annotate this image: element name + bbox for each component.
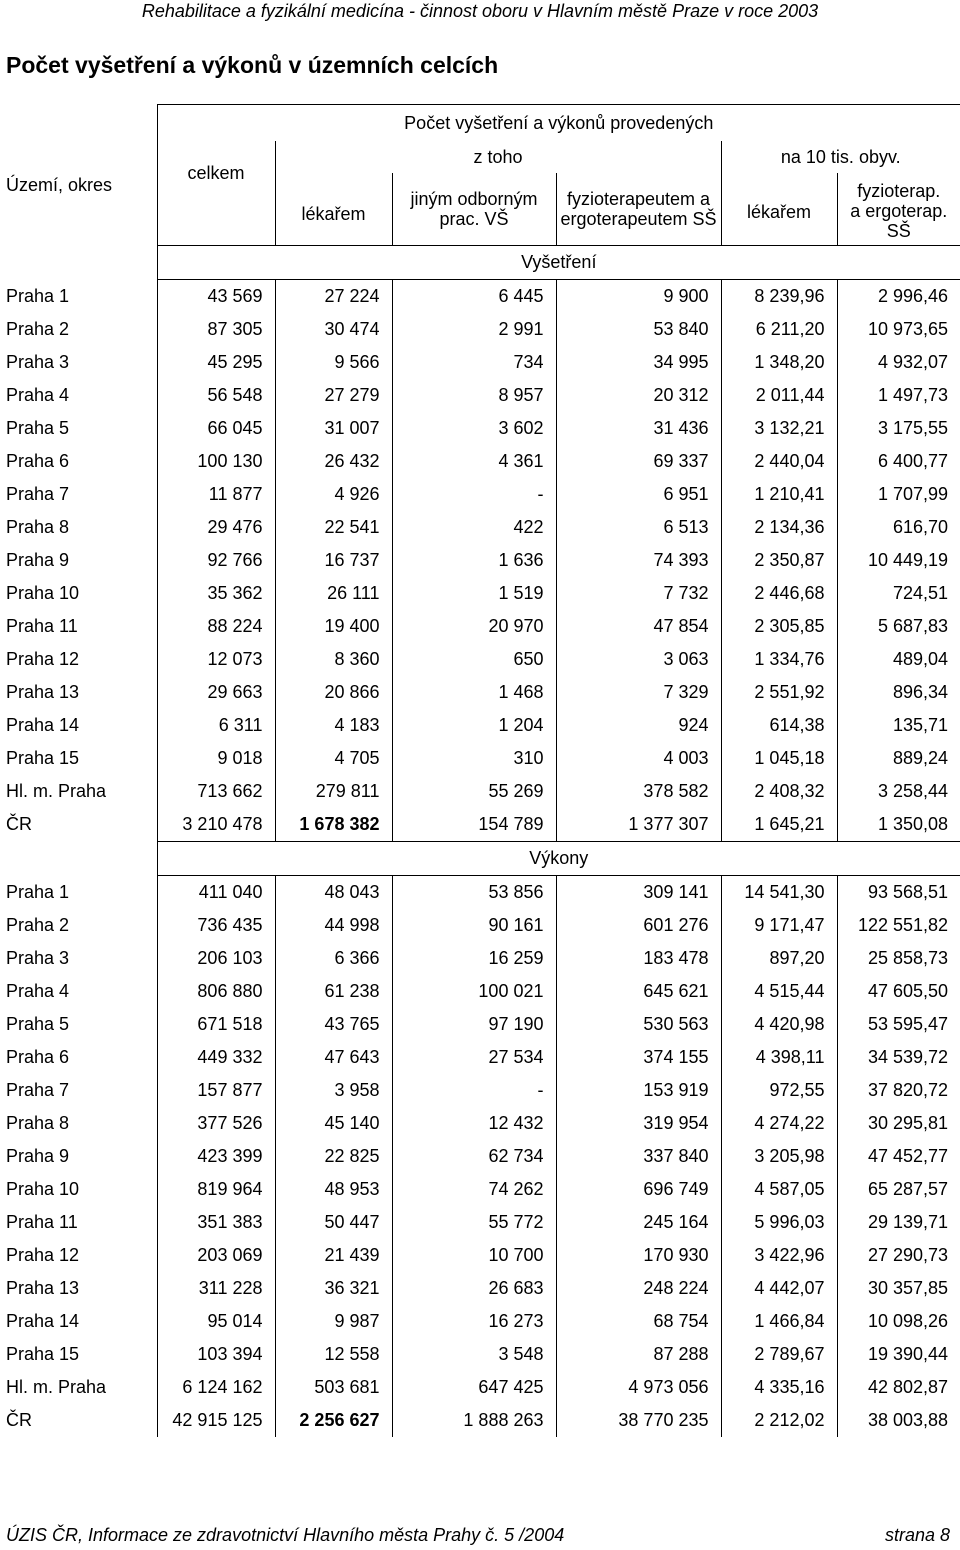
table-cell: 3 548 bbox=[392, 1338, 556, 1371]
running-header: Rehabilitace a fyzikální medicína - činnost oboru v Hlavním městě Praze v roce 2003 bbox=[141, 1, 819, 21]
table-cell: 2 350,87 bbox=[721, 544, 837, 577]
table-cell: 3 063 bbox=[556, 643, 721, 676]
table-cell: 74 393 bbox=[556, 544, 721, 577]
table-cell: 2 305,85 bbox=[721, 610, 837, 643]
table-cell: 734 bbox=[392, 346, 556, 379]
table-row bbox=[0, 610, 960, 643]
col-header-lekarem-per10k: lékařem bbox=[721, 173, 837, 245]
table-cell: 92 766 bbox=[157, 544, 275, 577]
table-cell: 19 390,44 bbox=[837, 1338, 960, 1371]
table-cell: 45 140 bbox=[275, 1107, 392, 1140]
table-cell: 6 124 162 bbox=[157, 1371, 275, 1404]
table-cell: 19 400 bbox=[275, 610, 392, 643]
table-cell: 26 432 bbox=[275, 445, 392, 478]
row-label: Praha 9 bbox=[6, 1146, 70, 1166]
table-cell: 45 295 bbox=[157, 346, 275, 379]
footer-page-number: strana 8 bbox=[884, 1525, 950, 1545]
table-row bbox=[0, 742, 960, 775]
table-cell: 12 432 bbox=[392, 1107, 556, 1140]
table-cell: 16 259 bbox=[392, 942, 556, 975]
table-cell: 12 073 bbox=[157, 643, 275, 676]
table-cell: 53 856 bbox=[392, 875, 556, 909]
table-cell: 319 954 bbox=[556, 1107, 721, 1140]
row-label: Praha 14 bbox=[6, 1311, 80, 1331]
table-cell: 3 602 bbox=[392, 412, 556, 445]
table-cell: 3 958 bbox=[275, 1074, 392, 1107]
table-cell: 4 335,16 bbox=[721, 1371, 837, 1404]
table-cell: 645 621 bbox=[556, 975, 721, 1008]
col-header-total: celkem bbox=[157, 141, 275, 245]
table-cell: 1 204 bbox=[392, 709, 556, 742]
row-label: Praha 5 bbox=[6, 1014, 70, 1034]
table-cell: 74 262 bbox=[392, 1173, 556, 1206]
table-cell: 47 854 bbox=[556, 610, 721, 643]
group-header-top: Počet vyšetření a výkonů provedených bbox=[157, 105, 960, 141]
table-cell: 29 139,71 bbox=[837, 1206, 960, 1239]
table-cell: 203 069 bbox=[157, 1239, 275, 1272]
table-cell: 3 210 478 bbox=[157, 808, 275, 842]
table-cell: 100 130 bbox=[157, 445, 275, 478]
table-cell: 245 164 bbox=[556, 1206, 721, 1239]
row-label: Praha 7 bbox=[6, 1080, 70, 1100]
table-cell: 6 366 bbox=[275, 942, 392, 975]
table-cell: 713 662 bbox=[157, 775, 275, 808]
table-cell: 736 435 bbox=[157, 909, 275, 942]
table-cell: 35 362 bbox=[157, 577, 275, 610]
table-cell: 3 132,21 bbox=[721, 412, 837, 445]
table-cell: 4 587,05 bbox=[721, 1173, 837, 1206]
table-cell: 55 772 bbox=[392, 1206, 556, 1239]
table-cell: 8 360 bbox=[275, 643, 392, 676]
table-cell: 10 973,65 bbox=[837, 313, 960, 346]
table-cell: 69 337 bbox=[556, 445, 721, 478]
row-label: Hl. m. Praha bbox=[6, 781, 107, 801]
table-cell: 10 098,26 bbox=[837, 1305, 960, 1338]
table-cell: 34 539,72 bbox=[837, 1041, 960, 1074]
table-cell: 66 045 bbox=[157, 412, 275, 445]
table-cell: 62 734 bbox=[392, 1140, 556, 1173]
table-cell: 503 681 bbox=[275, 1371, 392, 1404]
table-cell: 16 737 bbox=[275, 544, 392, 577]
table-cell: 61 238 bbox=[275, 975, 392, 1008]
table-cell: 614,38 bbox=[721, 709, 837, 742]
table-row bbox=[0, 1305, 960, 1338]
table-row bbox=[0, 1206, 960, 1239]
table-cell: 4 973 056 bbox=[556, 1371, 721, 1404]
table-cell: 4 420,98 bbox=[721, 1008, 837, 1041]
table-cell: 103 394 bbox=[157, 1338, 275, 1371]
table-cell: 3 258,44 bbox=[837, 775, 960, 808]
table-cell: 1 468 bbox=[392, 676, 556, 709]
table-cell: 20 312 bbox=[556, 379, 721, 412]
footer-source: ÚZIS ČR, Informace ze zdravotnictví Hlavního města Prahy č. 5 /2004 bbox=[6, 1525, 565, 1545]
table-cell: 2 256 627 bbox=[275, 1404, 392, 1437]
table-cell: 206 103 bbox=[157, 942, 275, 975]
table-cell: 29 663 bbox=[157, 676, 275, 709]
table-cell: 43 569 bbox=[157, 279, 275, 313]
table-cell: 30 295,81 bbox=[837, 1107, 960, 1140]
col-header-fyzio-line1: fyzioterapeutem a bbox=[566, 188, 711, 209]
table-row bbox=[0, 643, 960, 676]
col-header-jinym-line2: prac. VŠ bbox=[439, 208, 509, 229]
table-cell: 449 332 bbox=[157, 1041, 275, 1074]
table-cell: 337 840 bbox=[556, 1140, 721, 1173]
page-title: Počet vyšetření a výkonů v územních celcích bbox=[6, 52, 499, 78]
table-cell: 27 224 bbox=[275, 279, 392, 313]
table-row bbox=[0, 1404, 960, 1437]
table-row bbox=[0, 544, 960, 577]
col-header-lekarem: lékařem bbox=[275, 173, 392, 245]
table-cell: 4 361 bbox=[392, 445, 556, 478]
row-label: Praha 4 bbox=[6, 385, 70, 405]
table-cell: 170 930 bbox=[556, 1239, 721, 1272]
table-cell: 889,24 bbox=[837, 742, 960, 775]
table-cell: 87 305 bbox=[157, 313, 275, 346]
table-cell: - bbox=[392, 1074, 556, 1107]
table-cell: 897,20 bbox=[721, 942, 837, 975]
table-cell: 16 273 bbox=[392, 1305, 556, 1338]
row-label: ČR bbox=[6, 814, 32, 835]
table-row bbox=[0, 1173, 960, 1206]
row-label: Praha 12 bbox=[6, 1245, 80, 1265]
table-cell: 43 765 bbox=[275, 1008, 392, 1041]
table-cell: 6 211,20 bbox=[721, 313, 837, 346]
table-cell: 311 228 bbox=[157, 1272, 275, 1305]
table-cell: 2 440,04 bbox=[721, 445, 837, 478]
group-header-ztoho: z toho bbox=[275, 141, 721, 173]
table-row bbox=[0, 1008, 960, 1041]
table-cell: 10 700 bbox=[392, 1239, 556, 1272]
row-label: Praha 4 bbox=[6, 981, 70, 1001]
row-label: Praha 13 bbox=[6, 1278, 80, 1298]
table-cell: 2 991 bbox=[392, 313, 556, 346]
row-label: Praha 6 bbox=[6, 1047, 70, 1067]
table-cell: 7 329 bbox=[556, 676, 721, 709]
row-label: Praha 11 bbox=[6, 616, 78, 636]
table-cell: 44 998 bbox=[275, 909, 392, 942]
table-cell: 31 007 bbox=[275, 412, 392, 445]
col-header-jinym bbox=[392, 173, 556, 245]
row-label: Praha 14 bbox=[6, 715, 80, 735]
row-label: ČR bbox=[6, 1410, 32, 1430]
row-label: Praha 9 bbox=[6, 550, 70, 570]
row-label: Praha 10 bbox=[6, 1179, 80, 1199]
table-cell: 5 996,03 bbox=[721, 1206, 837, 1239]
table-cell: 11 877 bbox=[157, 478, 275, 511]
table-cell: 351 383 bbox=[157, 1206, 275, 1239]
row-label: Hl. m. Praha bbox=[6, 1377, 107, 1397]
table-cell: 377 526 bbox=[157, 1107, 275, 1140]
col-header-fyzio-per10k-line3: SŠ bbox=[886, 220, 911, 241]
table-cell: 30 357,85 bbox=[837, 1272, 960, 1305]
table-cell: 153 919 bbox=[556, 1074, 721, 1107]
table-cell: 1 210,41 bbox=[721, 478, 837, 511]
table-row bbox=[0, 1074, 960, 1107]
rows-vysetreni bbox=[0, 279, 960, 841]
table-row bbox=[0, 975, 960, 1008]
table-cell: 4 442,07 bbox=[721, 1272, 837, 1305]
table-row bbox=[0, 1107, 960, 1140]
table-cell: 50 447 bbox=[275, 1206, 392, 1239]
table-cell: 378 582 bbox=[556, 775, 721, 808]
table-cell: 1 045,18 bbox=[721, 742, 837, 775]
table-cell: 8 957 bbox=[392, 379, 556, 412]
table-cell: 53 840 bbox=[556, 313, 721, 346]
table-cell: 26 111 bbox=[275, 577, 392, 610]
table-cell: 4 515,44 bbox=[721, 975, 837, 1008]
table-cell: 42 915 125 bbox=[157, 1404, 275, 1437]
table-cell: 530 563 bbox=[556, 1008, 721, 1041]
table-cell: 6 513 bbox=[556, 511, 721, 544]
col-header-fyzio-line2: ergoterapeutem SŠ bbox=[560, 208, 717, 229]
col-header-fyzio-per10k bbox=[837, 173, 960, 245]
table-cell: 248 224 bbox=[556, 1272, 721, 1305]
table-cell: 972,55 bbox=[721, 1074, 837, 1107]
table-cell: 47 452,77 bbox=[837, 1140, 960, 1173]
table-row bbox=[0, 346, 960, 379]
table-cell: 601 276 bbox=[556, 909, 721, 942]
table-row bbox=[0, 511, 960, 544]
row-label: Praha 3 bbox=[6, 948, 70, 968]
table-cell: 47 643 bbox=[275, 1041, 392, 1074]
table-cell: 20 866 bbox=[275, 676, 392, 709]
table-cell: 8 239,96 bbox=[721, 279, 837, 313]
row-label: Praha 2 bbox=[6, 319, 70, 339]
col-header-fyzio bbox=[556, 173, 721, 245]
table-cell: 6 951 bbox=[556, 478, 721, 511]
table-cell: 819 964 bbox=[157, 1173, 275, 1206]
table-cell: 422 bbox=[392, 511, 556, 544]
table-cell: 22 541 bbox=[275, 511, 392, 544]
col-header-jinym-line1: jiným odborným bbox=[410, 188, 538, 209]
row-label: Praha 1 bbox=[6, 881, 70, 902]
row-label: Praha 10 bbox=[6, 583, 80, 603]
table-cell: 3 205,98 bbox=[721, 1140, 837, 1173]
table-cell: 2 996,46 bbox=[837, 279, 960, 313]
row-label: Praha 1 bbox=[6, 285, 70, 306]
table-cell: 183 478 bbox=[556, 942, 721, 975]
section-label-vysetreni: Vyšetření bbox=[157, 245, 960, 279]
table-row bbox=[0, 412, 960, 445]
table-cell: 135,71 bbox=[837, 709, 960, 742]
table-cell: 310 bbox=[392, 742, 556, 775]
group-header-per10k: na 10 tis. obyv. bbox=[721, 141, 960, 173]
table-cell: 90 161 bbox=[392, 909, 556, 942]
row-label: Praha 8 bbox=[6, 1113, 70, 1133]
table-cell: 9 171,47 bbox=[721, 909, 837, 942]
table-row bbox=[0, 478, 960, 511]
table-cell: 10 449,19 bbox=[837, 544, 960, 577]
table-cell: 1 377 307 bbox=[556, 808, 721, 842]
table-row bbox=[0, 808, 960, 842]
table-cell: 2 134,36 bbox=[721, 511, 837, 544]
col-header-fyzio-per10k-line2: a ergoterap. bbox=[850, 200, 948, 221]
table-row bbox=[0, 1140, 960, 1173]
table-cell: 806 880 bbox=[157, 975, 275, 1008]
table-row bbox=[0, 875, 960, 909]
table-cell: 27 279 bbox=[275, 379, 392, 412]
table-cell: 279 811 bbox=[275, 775, 392, 808]
table-cell: 27 534 bbox=[392, 1041, 556, 1074]
table-cell: 924 bbox=[556, 709, 721, 742]
table-cell: 31 436 bbox=[556, 412, 721, 445]
table-cell: 1 636 bbox=[392, 544, 556, 577]
table-row bbox=[0, 279, 960, 313]
table-cell: 724,51 bbox=[837, 577, 960, 610]
table-cell: 647 425 bbox=[392, 1371, 556, 1404]
table-cell: 1 678 382 bbox=[275, 808, 392, 842]
table-cell: 56 548 bbox=[157, 379, 275, 412]
table-row bbox=[0, 1338, 960, 1371]
table-cell: 1 888 263 bbox=[392, 1404, 556, 1437]
table-cell: 48 043 bbox=[275, 875, 392, 909]
row-label: Praha 6 bbox=[6, 451, 70, 471]
table-cell: 1 334,76 bbox=[721, 643, 837, 676]
table-cell: 650 bbox=[392, 643, 556, 676]
row-label: Praha 5 bbox=[6, 418, 70, 438]
table-cell: 616,70 bbox=[837, 511, 960, 544]
table-cell: 9 018 bbox=[157, 742, 275, 775]
table-cell: 2 011,44 bbox=[721, 379, 837, 412]
table-row bbox=[0, 676, 960, 709]
rows-vykony bbox=[0, 875, 960, 1437]
row-label: Praha 8 bbox=[6, 517, 70, 537]
table-cell: 14 541,30 bbox=[721, 875, 837, 909]
table-cell: 423 399 bbox=[157, 1140, 275, 1173]
table-cell: 4 932,07 bbox=[837, 346, 960, 379]
table-cell: 1 645,21 bbox=[721, 808, 837, 842]
table-cell: 93 568,51 bbox=[837, 875, 960, 909]
table-cell: 38 770 235 bbox=[556, 1404, 721, 1437]
table-cell: 896,34 bbox=[837, 676, 960, 709]
table-cell: 1 519 bbox=[392, 577, 556, 610]
table-cell: 6 311 bbox=[157, 709, 275, 742]
table-cell: 671 518 bbox=[157, 1008, 275, 1041]
table-cell: 26 683 bbox=[392, 1272, 556, 1305]
table-cell: 22 825 bbox=[275, 1140, 392, 1173]
table-cell: 696 749 bbox=[556, 1173, 721, 1206]
table-cell: 88 224 bbox=[157, 610, 275, 643]
table-cell: 42 802,87 bbox=[837, 1371, 960, 1404]
table-cell: 21 439 bbox=[275, 1239, 392, 1272]
table-cell: 20 970 bbox=[392, 610, 556, 643]
table-cell: 6 400,77 bbox=[837, 445, 960, 478]
table-cell: 4 926 bbox=[275, 478, 392, 511]
table-cell: 38 003,88 bbox=[837, 1404, 960, 1437]
table-cell: 3 175,55 bbox=[837, 412, 960, 445]
table-row bbox=[0, 1272, 960, 1305]
table-row bbox=[0, 577, 960, 610]
row-label: Praha 3 bbox=[6, 352, 70, 372]
table-cell: 9 566 bbox=[275, 346, 392, 379]
row-label: Praha 13 bbox=[6, 682, 80, 702]
table-row bbox=[0, 1239, 960, 1272]
table-cell: 4 274,22 bbox=[721, 1107, 837, 1140]
table-cell: 37 820,72 bbox=[837, 1074, 960, 1107]
table-cell: 6 445 bbox=[392, 279, 556, 313]
table-cell: - bbox=[392, 478, 556, 511]
table-cell: 157 877 bbox=[157, 1074, 275, 1107]
table-cell: 7 732 bbox=[556, 577, 721, 610]
table-cell: 1 707,99 bbox=[837, 478, 960, 511]
table-cell: 2 212,02 bbox=[721, 1404, 837, 1437]
table-row bbox=[0, 775, 960, 808]
table-cell: 4 003 bbox=[556, 742, 721, 775]
table-cell: 47 605,50 bbox=[837, 975, 960, 1008]
table-cell: 4 398,11 bbox=[721, 1041, 837, 1074]
table-cell: 36 321 bbox=[275, 1272, 392, 1305]
table-row bbox=[0, 379, 960, 412]
table-cell: 2 408,32 bbox=[721, 775, 837, 808]
table-row bbox=[0, 709, 960, 742]
table-cell: 1 350,08 bbox=[837, 808, 960, 842]
table-cell: 34 995 bbox=[556, 346, 721, 379]
table-cell: 122 551,82 bbox=[837, 909, 960, 942]
row-label: Praha 11 bbox=[6, 1212, 78, 1232]
table-cell: 1 497,73 bbox=[837, 379, 960, 412]
table-cell: 100 021 bbox=[392, 975, 556, 1008]
table-cell: 53 595,47 bbox=[837, 1008, 960, 1041]
table-cell: 309 141 bbox=[556, 875, 721, 909]
row-label: Praha 12 bbox=[6, 649, 80, 669]
table-cell: 2 789,67 bbox=[721, 1338, 837, 1371]
table-cell: 5 687,83 bbox=[837, 610, 960, 643]
row-label: Praha 15 bbox=[6, 748, 80, 768]
table-row bbox=[0, 313, 960, 346]
table-cell: 87 288 bbox=[556, 1338, 721, 1371]
table-row bbox=[0, 909, 960, 942]
table-cell: 55 269 bbox=[392, 775, 556, 808]
table-cell: 374 155 bbox=[556, 1041, 721, 1074]
table-cell: 1 466,84 bbox=[721, 1305, 837, 1338]
table-cell: 4 183 bbox=[275, 709, 392, 742]
table-cell: 25 858,73 bbox=[837, 942, 960, 975]
table-cell: 489,04 bbox=[837, 643, 960, 676]
col-header-territory: Území, okres bbox=[6, 174, 113, 195]
row-label: Praha 2 bbox=[6, 915, 70, 935]
section-label-vykony: Výkony bbox=[157, 841, 960, 875]
table-cell: 97 190 bbox=[392, 1008, 556, 1041]
table-cell: 2 551,92 bbox=[721, 676, 837, 709]
table-cell: 68 754 bbox=[556, 1305, 721, 1338]
table-cell: 30 474 bbox=[275, 313, 392, 346]
col-header-fyzio-per10k-line1: fyzioterap. bbox=[857, 180, 941, 201]
table-cell: 411 040 bbox=[157, 875, 275, 909]
table-cell: 154 789 bbox=[392, 808, 556, 842]
table-cell: 27 290,73 bbox=[837, 1239, 960, 1272]
table-cell: 48 953 bbox=[275, 1173, 392, 1206]
table-cell: 2 446,68 bbox=[721, 577, 837, 610]
table-cell: 12 558 bbox=[275, 1338, 392, 1371]
table-row bbox=[0, 445, 960, 478]
table-cell: 95 014 bbox=[157, 1305, 275, 1338]
table-cell: 4 705 bbox=[275, 742, 392, 775]
table-cell: 65 287,57 bbox=[837, 1173, 960, 1206]
row-label: Praha 7 bbox=[6, 484, 70, 504]
table-cell: 1 348,20 bbox=[721, 346, 837, 379]
table-row bbox=[0, 1371, 960, 1404]
row-label: Praha 15 bbox=[6, 1344, 80, 1364]
table-cell: 9 987 bbox=[275, 1305, 392, 1338]
table-cell: 3 422,96 bbox=[721, 1239, 837, 1272]
statistics-table bbox=[0, 104, 960, 1437]
table-row bbox=[0, 942, 960, 975]
table-cell: 29 476 bbox=[157, 511, 275, 544]
table-cell: 9 900 bbox=[556, 279, 721, 313]
table-row bbox=[0, 1041, 960, 1074]
